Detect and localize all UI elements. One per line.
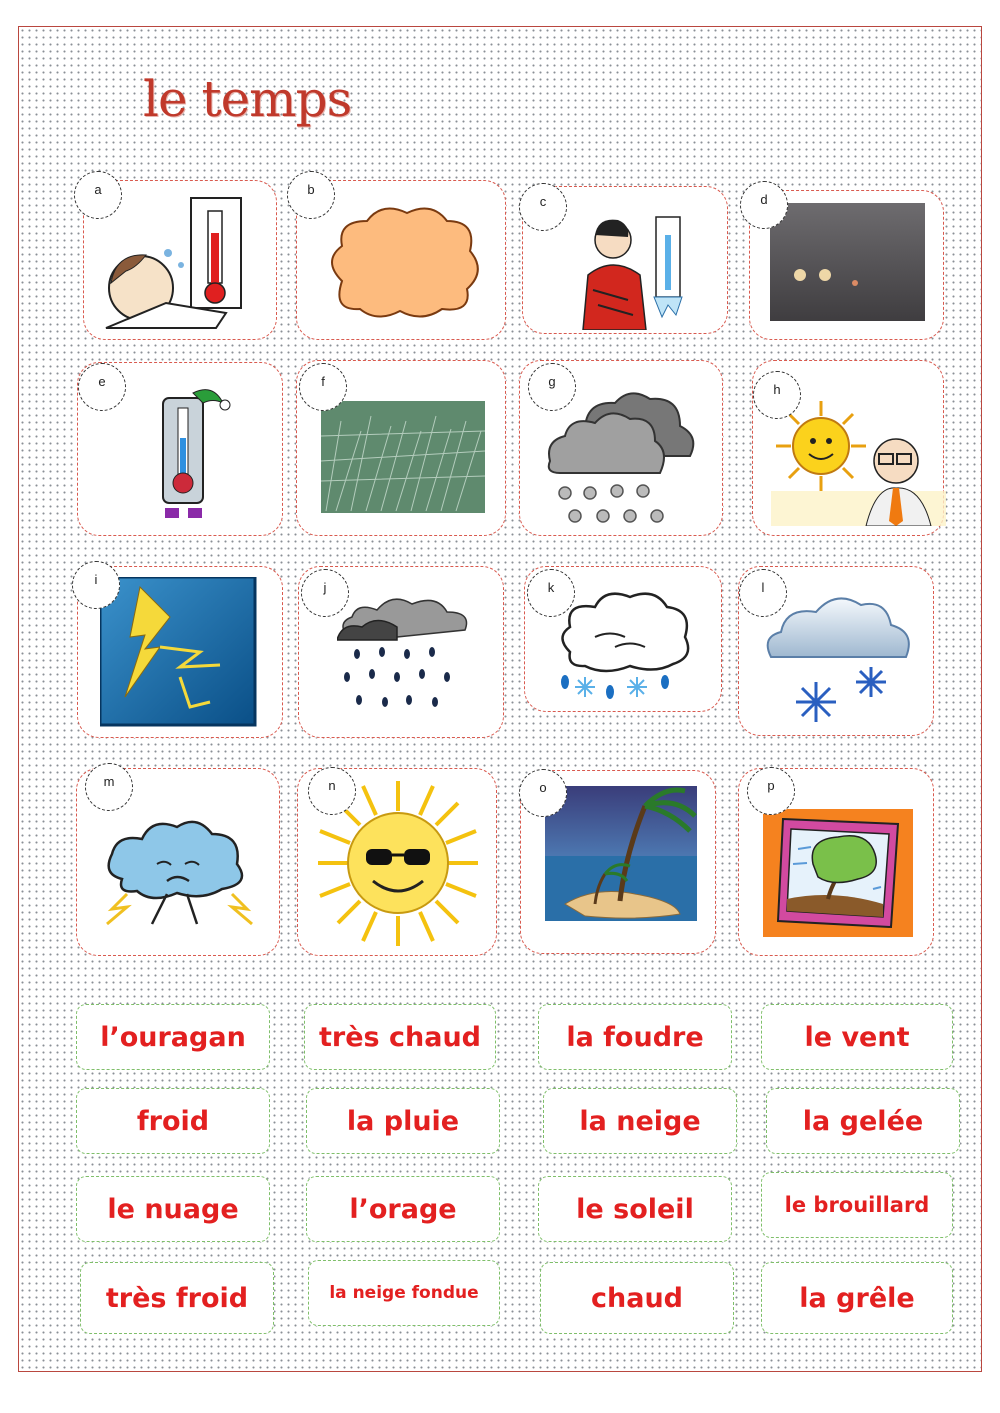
hurricane-palm-icon	[545, 786, 697, 921]
hot-person-thermometer-icon	[96, 193, 266, 333]
frost-grass-photo-icon	[321, 401, 485, 513]
picture-card-k[interactable]	[524, 566, 722, 712]
wind-tree-icon	[763, 809, 913, 937]
picture-card-n[interactable]	[297, 768, 497, 956]
picture-card-b[interactable]	[296, 180, 506, 340]
fog-photo-icon	[770, 203, 925, 321]
card-letter: f	[299, 363, 347, 411]
word-card-la-pluie[interactable]: la pluie	[306, 1088, 500, 1154]
card-letter: d	[740, 181, 788, 229]
word-card-tres-chaud[interactable]: très chaud	[304, 1004, 496, 1070]
sleet-cloud-icon	[555, 582, 695, 707]
card-letter: o	[519, 769, 567, 817]
snow-cloud-icon	[761, 587, 916, 727]
card-letter: b	[287, 171, 335, 219]
card-letter: k	[527, 569, 575, 617]
word-card-le-soleil[interactable]: le soleil	[538, 1176, 732, 1242]
card-letter: j	[301, 569, 349, 617]
word-card-le-vent[interactable]: le vent	[761, 1004, 953, 1070]
picture-card-m[interactable]	[76, 768, 280, 956]
picture-card-f[interactable]	[296, 360, 506, 536]
freezing-thermometer-icon	[143, 383, 233, 523]
cold-person-thermometer-icon	[568, 205, 698, 330]
card-letter: a	[74, 171, 122, 219]
lightning-icon	[100, 577, 260, 727]
picture-card-p[interactable]	[738, 768, 934, 956]
picture-card-j[interactable]	[298, 566, 504, 738]
word-card-froid[interactable]: froid	[76, 1088, 270, 1154]
card-letter: g	[528, 363, 576, 411]
storm-cloud-icon	[97, 809, 262, 929]
page-title: le temps	[143, 70, 352, 128]
picture-card-a[interactable]	[83, 180, 277, 340]
word-card-la-neige[interactable]: la neige	[543, 1088, 737, 1154]
picture-card-g[interactable]	[519, 360, 723, 536]
word-card-la-neige-fondue[interactable]: la neige fondue	[308, 1260, 500, 1326]
card-letter: i	[72, 561, 120, 609]
word-card-chaud[interactable]: chaud	[540, 1262, 734, 1334]
picture-card-c[interactable]	[522, 186, 728, 334]
word-card-la-grele[interactable]: la grêle	[761, 1262, 953, 1334]
card-letter: p	[747, 767, 795, 815]
card-letter: n	[308, 767, 356, 815]
picture-card-l[interactable]	[738, 566, 934, 736]
word-card-la-gelee[interactable]: la gelée	[766, 1088, 960, 1154]
rain-cloud-icon	[337, 592, 472, 722]
card-letter: e	[78, 363, 126, 411]
word-card-l-orage[interactable]: l’orage	[306, 1176, 500, 1242]
word-card-l-ouragan[interactable]: l’ouragan	[76, 1004, 270, 1070]
picture-card-h[interactable]	[752, 360, 944, 536]
word-card-le-brouillard[interactable]: le brouillard	[761, 1172, 953, 1238]
card-letter: l	[739, 569, 787, 617]
word-card-la-foudre[interactable]: la foudre	[538, 1004, 732, 1070]
picture-card-e[interactable]	[77, 362, 283, 536]
picture-card-d[interactable]	[749, 190, 944, 340]
card-letter: c	[519, 183, 567, 231]
picture-card-o[interactable]	[520, 770, 716, 954]
picture-card-i[interactable]	[77, 566, 283, 738]
card-letter: h	[753, 371, 801, 419]
card-letter: m	[85, 763, 133, 811]
cloud-icon	[322, 201, 482, 321]
sun-hot-person-icon	[771, 396, 946, 526]
word-card-le-nuage[interactable]: le nuage	[76, 1176, 270, 1242]
word-card-tres-froid[interactable]: très froid	[80, 1262, 274, 1334]
